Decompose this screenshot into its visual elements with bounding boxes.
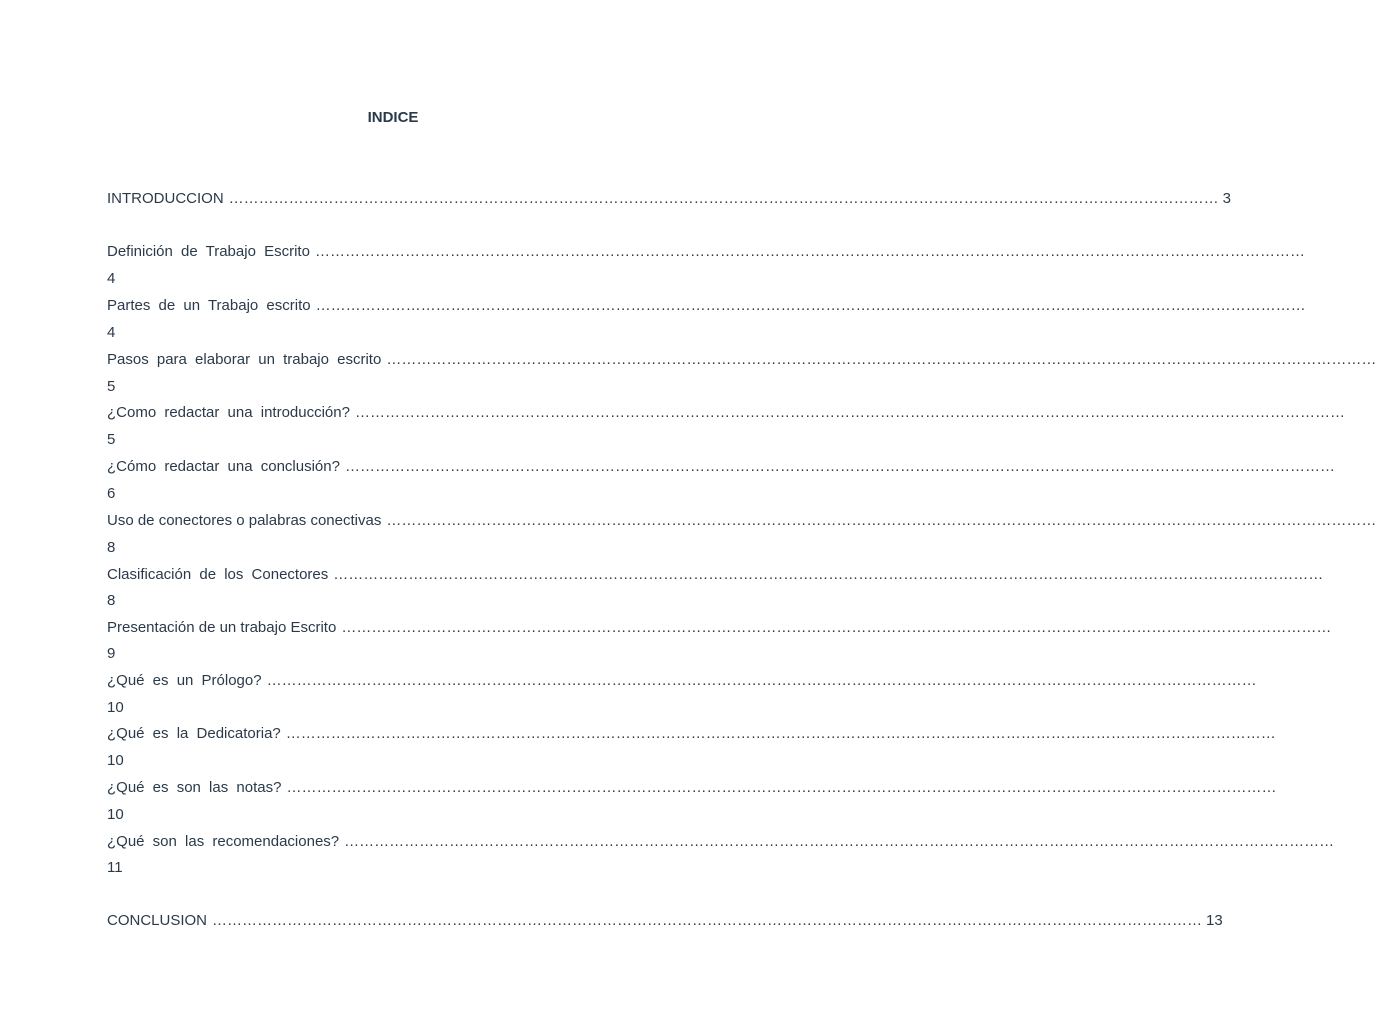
toc-entry [107, 671, 1257, 691]
toc-entry-page: 4 [107, 270, 116, 287]
toc-entry-label: ¿Qué es la Dedicatoria? [107, 725, 281, 742]
toc-entry-label: ¿Qué son las recomendaciones? [107, 833, 340, 850]
toc-entry-page: 13 [1206, 912, 1223, 929]
toc-entry-label: ¿Cómo redactar una conclusión? [107, 458, 340, 475]
toc-entry-page: 5 [107, 431, 116, 448]
toc-entry-page: 9 [107, 645, 116, 662]
toc-entry-label: INTRODUCCION [107, 190, 224, 207]
toc-entry-page: 8 [107, 539, 116, 556]
toc-entry [107, 296, 1306, 316]
dot-leader: ……………………………………………………………………………………………………………………………………………………………………………… [386, 512, 1376, 529]
toc-entry-label: Presentación de un trabajo Escrito [107, 619, 337, 636]
dot-leader: ……………………………………………………………………………………………………………………………………………………………………………… [315, 297, 1306, 314]
toc-entry-label: CONCLUSION [107, 912, 208, 929]
toc-entry [107, 832, 1335, 852]
dot-leader: ……………………………………………………………………………………………………………………………………………………………………………… [266, 672, 1257, 689]
dot-leader: ……………………………………………………………………………………………………………………………………………………………………………… [212, 912, 1203, 929]
dot-leader: ……………………………………………………………………………………………………………………………………………………………………………… [314, 243, 1305, 260]
dot-leader: ……………………………………………………………………………………………………………………………………………………………………………… [285, 725, 1276, 742]
toc-entry [107, 403, 1345, 423]
toc-entry-page: 11 [107, 859, 123, 876]
toc-entry-label: ¿Qué es son las notas? [107, 779, 282, 796]
toc-entry-page: 4 [107, 324, 116, 341]
toc-entry-label: Partes de un Trabajo escrito [107, 297, 311, 314]
dot-leader: ……………………………………………………………………………………………………………………………………………………………………………… [344, 833, 1335, 850]
toc-entry [107, 511, 1376, 531]
toc-entry-page: 10 [107, 806, 124, 823]
toc-entry [107, 778, 1277, 798]
toc-entry-page: 8 [107, 592, 116, 609]
toc-entry [107, 724, 1276, 744]
toc-entry [107, 242, 1305, 262]
toc-entry-conclusion [107, 911, 1223, 931]
dot-leader: ……………………………………………………………………………………………………………………………………………………………………………… [354, 404, 1345, 421]
dot-leader: ……………………………………………………………………………………………………………………………………………………………………………… [333, 566, 1324, 583]
toc-entry-page: 6 [107, 485, 116, 502]
toc-entry-label: Pasos para elaborar un trabajo escrito [107, 351, 382, 368]
toc-entry [107, 457, 1335, 477]
toc-entry-label: Uso de conectores o palabras conectivas [107, 512, 382, 529]
toc-entry-page: 10 [107, 752, 124, 769]
dot-leader: ……………………………………………………………………………………………………………………………………………………………………………… [228, 190, 1219, 207]
index-title: INDICE [367, 109, 419, 126]
toc-entry [107, 350, 1376, 370]
toc-entry-page: 3 [1222, 190, 1232, 207]
toc-entry [107, 618, 1332, 638]
toc-entry-label: ¿Qué es un Prólogo? [107, 672, 262, 689]
toc-entry-label: Definición de Trabajo Escrito [107, 243, 310, 260]
dot-leader: ……………………………………………………………………………………………………………………………………………………………………………… [341, 619, 1332, 636]
toc-entry-label: ¿Como redactar una introducción? [107, 404, 350, 421]
toc-entry-page: 10 [107, 699, 124, 716]
dot-leader: ……………………………………………………………………………………………………………………………………………………………………………… [344, 458, 1335, 475]
dot-leader: ……………………………………………………………………………………………………………………………………………………………………………… [386, 351, 1376, 368]
toc-entry-label: Clasificación de los Conectores [107, 566, 329, 583]
toc-entry-introduccion [107, 189, 1232, 209]
dot-leader: ……………………………………………………………………………………………………………………………………………………………………………… [286, 779, 1277, 796]
toc-entry [107, 565, 1324, 585]
toc-entry-page: 5 [107, 378, 116, 395]
